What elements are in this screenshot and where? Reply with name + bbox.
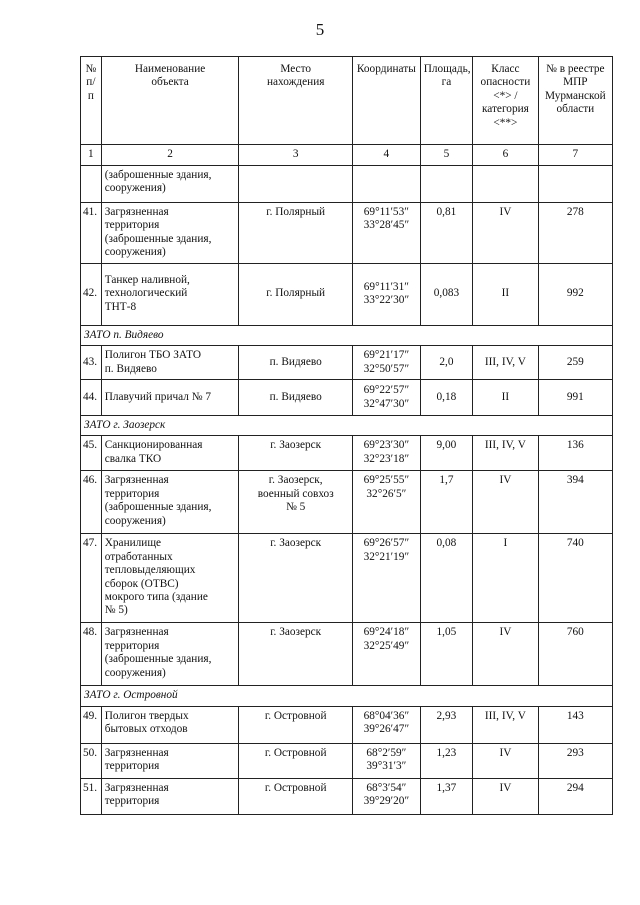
section-title: ЗАТО г. Заозерск bbox=[81, 416, 613, 436]
cell-place: п. Видяево bbox=[239, 346, 353, 380]
cell-class: II bbox=[473, 263, 539, 325]
cell-registry: 760 bbox=[538, 623, 612, 686]
cell-registry: 992 bbox=[538, 263, 612, 325]
cell-place: г. Полярный bbox=[239, 203, 353, 264]
table-row bbox=[81, 471, 613, 534]
registry-table bbox=[80, 56, 613, 815]
cell-class: IV bbox=[473, 743, 539, 778]
cell-place: г. Островной bbox=[239, 743, 353, 778]
cell-registry: 136 bbox=[538, 436, 612, 471]
cell-name: Полигон ТБО ЗАТО п. Видяево bbox=[101, 346, 239, 380]
cell-class: IV bbox=[473, 203, 539, 264]
cell-name: Загрязненная территория (заброшенные здания, сооружения) bbox=[101, 203, 239, 264]
cell-place: п. Видяево bbox=[239, 380, 353, 416]
cell-coords: 68°04′36″ 39°26′47″ bbox=[353, 706, 421, 743]
cell-coords bbox=[353, 166, 421, 203]
cell-place: г. Островной bbox=[239, 706, 353, 743]
column-number: 5 bbox=[420, 145, 472, 166]
cell-coords: 69°26′57″ 32°21′19″ bbox=[353, 534, 421, 623]
cell-name: Загрязненная территория (заброшенные здания, сооружения) bbox=[101, 623, 239, 686]
header-coords: Координаты bbox=[353, 57, 421, 145]
cell-place: г. Заозерск bbox=[239, 436, 353, 471]
cell-coords: 69°11′53″ 33°28′45″ bbox=[353, 203, 421, 264]
cell-place: г. Заозерск bbox=[239, 623, 353, 686]
cell-num: 43. bbox=[81, 346, 102, 380]
page-number: 5 bbox=[315, 20, 325, 39]
cell-name: Хранилище отработанных тепловыделяющих сборок (ОТВС) мокрого типа (здание № 5) bbox=[101, 534, 239, 623]
table-row-continuation bbox=[81, 166, 613, 203]
cell-place: г. Заозерск, военный совхоз № 5 bbox=[239, 471, 353, 534]
cell-registry: 259 bbox=[538, 346, 612, 380]
cell-registry: 740 bbox=[538, 534, 612, 623]
header-area: Площадь, га bbox=[420, 57, 472, 145]
column-number: 4 bbox=[353, 145, 421, 166]
cell-class: II bbox=[473, 380, 539, 416]
cell-num: 45. bbox=[81, 436, 102, 471]
column-number-row bbox=[81, 145, 613, 166]
cell-registry: 394 bbox=[538, 471, 612, 534]
cell-class bbox=[473, 166, 539, 203]
cell-class: I bbox=[473, 534, 539, 623]
section-title: ЗАТО п. Видяево bbox=[81, 325, 613, 345]
cell-area: 0,083 bbox=[420, 263, 472, 325]
cell-area: 2,0 bbox=[420, 346, 472, 380]
cell-registry: 294 bbox=[538, 778, 612, 814]
cell-area: 1,37 bbox=[420, 778, 472, 814]
cell-coords: 68°3′54″ 39°29′20″ bbox=[353, 778, 421, 814]
column-number: 1 bbox=[81, 145, 102, 166]
section-row bbox=[81, 325, 613, 345]
cell-registry: 293 bbox=[538, 743, 612, 778]
column-number: 7 bbox=[538, 145, 612, 166]
header-place: Место нахождения bbox=[239, 57, 353, 145]
cell-area: 0,08 bbox=[420, 534, 472, 623]
cell-class: IV bbox=[473, 471, 539, 534]
cell-name: Танкер наливной, технологический ТНТ-8 bbox=[101, 263, 239, 325]
table-row bbox=[81, 534, 613, 623]
header-class: Класс опасности <*> / категория <**> bbox=[473, 57, 539, 145]
cell-area: 1,05 bbox=[420, 623, 472, 686]
cell-registry: 278 bbox=[538, 203, 612, 264]
cell-coords: 69°21′17″ 32°50′57″ bbox=[353, 346, 421, 380]
header-registry: № в реестре МПР Мурманской области bbox=[538, 57, 612, 145]
cell-area: 2,93 bbox=[420, 706, 472, 743]
cell-coords: 69°24′18″ 32°25′49″ bbox=[353, 623, 421, 686]
section-title: ЗАТО г. Островной bbox=[81, 686, 613, 706]
cell-place: г. Полярный bbox=[239, 263, 353, 325]
cell-num: 51. bbox=[81, 778, 102, 814]
cell-name: Плавучий причал № 7 bbox=[101, 380, 239, 416]
cell-coords: 69°25′55″ 32°26′5″ bbox=[353, 471, 421, 534]
cell-name: (заброшенные здания, сооружения) bbox=[101, 166, 239, 203]
header-name: Наименование объекта bbox=[101, 57, 239, 145]
cell-class: III, IV, V bbox=[473, 706, 539, 743]
column-number: 2 bbox=[101, 145, 239, 166]
cell-num: 44. bbox=[81, 380, 102, 416]
cell-num: 48. bbox=[81, 623, 102, 686]
section-row bbox=[81, 686, 613, 706]
cell-place: г. Заозерск bbox=[239, 534, 353, 623]
cell-num: 50. bbox=[81, 743, 102, 778]
cell-place bbox=[239, 166, 353, 203]
cell-num: 47. bbox=[81, 534, 102, 623]
cell-area bbox=[420, 166, 472, 203]
table-row bbox=[81, 346, 613, 380]
table-row bbox=[81, 380, 613, 416]
cell-class: III, IV, V bbox=[473, 436, 539, 471]
cell-coords: 68°2′59″ 39°31′3″ bbox=[353, 743, 421, 778]
cell-class: III, IV, V bbox=[473, 346, 539, 380]
header-row bbox=[81, 57, 613, 145]
cell-registry: 991 bbox=[538, 380, 612, 416]
section-row bbox=[81, 416, 613, 436]
table-row bbox=[81, 743, 613, 778]
cell-area: 0,18 bbox=[420, 380, 472, 416]
cell-num: 46. bbox=[81, 471, 102, 534]
cell-area: 9,00 bbox=[420, 436, 472, 471]
cell-name: Загрязненная территория (заброшенные здания, сооружения) bbox=[101, 471, 239, 534]
cell-num bbox=[81, 166, 102, 203]
cell-class: IV bbox=[473, 778, 539, 814]
cell-place: г. Островной bbox=[239, 778, 353, 814]
cell-registry: 143 bbox=[538, 706, 612, 743]
cell-name: Полигон твердых бытовых отходов bbox=[101, 706, 239, 743]
cell-name: Санкционированная свалка ТКО bbox=[101, 436, 239, 471]
table-row bbox=[81, 706, 613, 743]
cell-coords: 69°23′30″ 32°23′18″ bbox=[353, 436, 421, 471]
table-row bbox=[81, 436, 613, 471]
cell-area: 1,7 bbox=[420, 471, 472, 534]
table-row bbox=[81, 778, 613, 814]
cell-registry bbox=[538, 166, 612, 203]
cell-area: 1,23 bbox=[420, 743, 472, 778]
table-row bbox=[81, 263, 613, 325]
cell-coords: 69°11′31″ 33°22′30″ bbox=[353, 263, 421, 325]
column-number: 6 bbox=[473, 145, 539, 166]
cell-num: 41. bbox=[81, 203, 102, 264]
cell-num: 42. bbox=[81, 263, 102, 325]
cell-class: IV bbox=[473, 623, 539, 686]
cell-name: Загрязненная территория bbox=[101, 778, 239, 814]
cell-name: Загрязненная территория bbox=[101, 743, 239, 778]
header-num: № п/п bbox=[81, 57, 102, 145]
table-row bbox=[81, 623, 613, 686]
column-number: 3 bbox=[239, 145, 353, 166]
table-row bbox=[81, 203, 613, 264]
cell-coords: 69°22′57″ 32°47′30″ bbox=[353, 380, 421, 416]
cell-num: 49. bbox=[81, 706, 102, 743]
cell-area: 0,81 bbox=[420, 203, 472, 264]
